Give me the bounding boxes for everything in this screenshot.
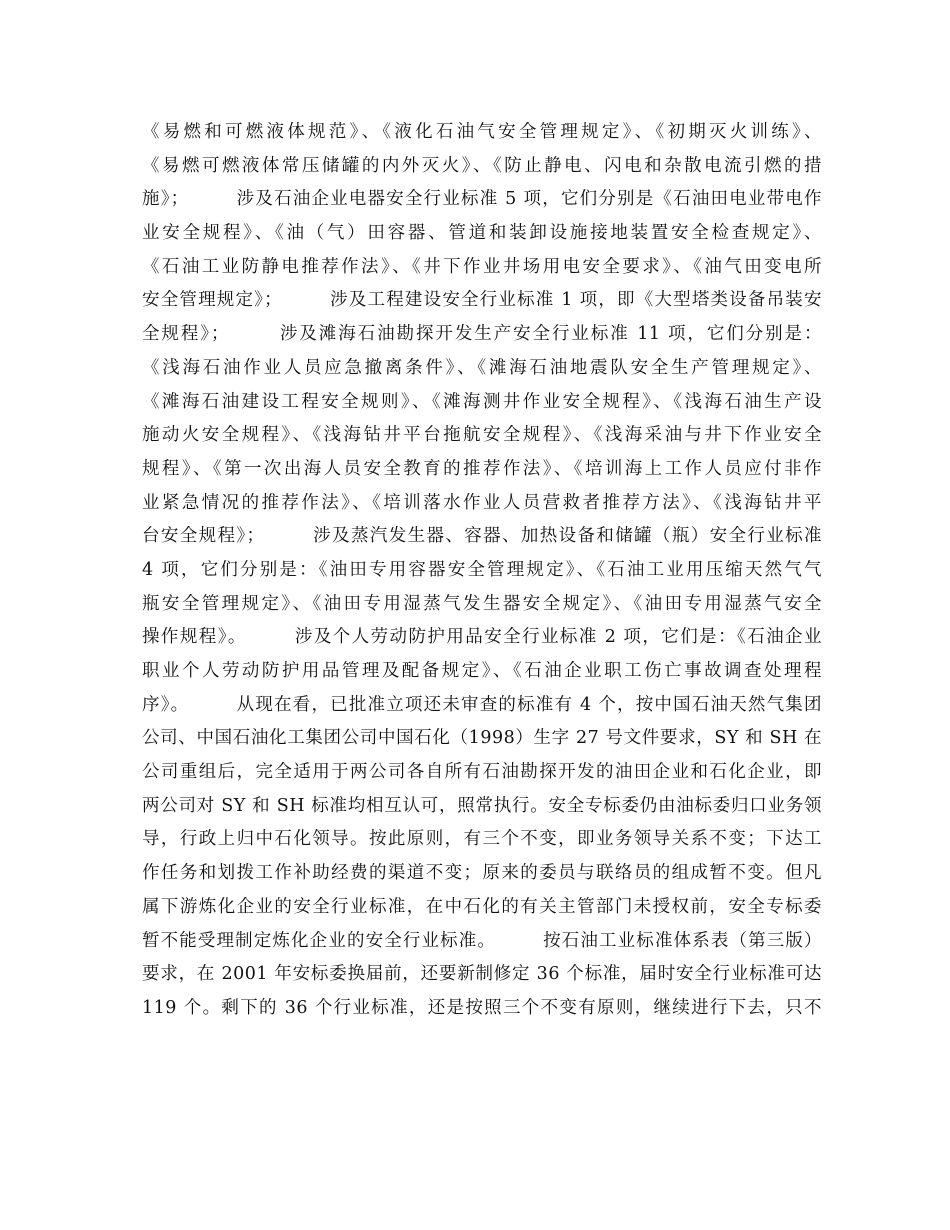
text-line: 全规程》； 涉及滩海石油勘探开发生产安全行业标准 11 项，它们分别是： bbox=[142, 324, 822, 345]
text-line: 操作规程》。 涉及个人劳动防护用品安全行业标准 2 项，它们是：《石油企业 bbox=[142, 627, 822, 648]
text-line: 119 个。剩下的 36 个行业标准，还是按照三个不变有原则，继续进行下去，只不 bbox=[142, 997, 822, 1018]
text-line: 公司、中国石油化工集团公司中国石化（1998）生字 27 号文件要求，SY 和 SH 在 bbox=[142, 728, 822, 749]
text-line: 序》。 从现在看，已批准立项还未审查的标准有 4 个，按中国石油天然气集团 bbox=[142, 694, 822, 715]
text-line: 作任务和划拨工作补助经费的渠道不变；原来的委员与联络员的组成暂不变。但凡 bbox=[142, 863, 822, 884]
text-line: 安全管理规定》； 涉及工程建设安全行业标准 1 项，即《大型塔类设备吊装安 bbox=[142, 290, 822, 311]
text-line: 业紧急情况的推荐作法》、《培训落水作业人员营救者推荐方法》、《浅海钻井平 bbox=[142, 492, 822, 513]
text-line: 4 项，它们分别是：《油田专用容器安全管理规定》、《石油工业用压缩天然气气 bbox=[142, 559, 822, 580]
text-line: 暂不能受理制定炼化企业的安全行业标准。 按石油工业标准体系表（第三版） bbox=[142, 930, 822, 951]
text-line: 业安全规程》、《油（气）田容器、管道和装卸设施接地装置安全检查规定》、 bbox=[142, 223, 822, 244]
text-line: 规程》、《第一次出海人员安全教育的推荐作法》、《培训海上工作人员应付非作 bbox=[142, 458, 822, 479]
text-line: 施》； 涉及石油企业电器安全行业标准 5 项，它们分别是《石油田电业带电作 bbox=[142, 189, 822, 210]
text-line: 公司重组后，完全适用于两公司各自所有石油勘探开发的油田企业和石化企业，即 bbox=[142, 762, 822, 783]
body-text bbox=[142, 116, 822, 1026]
text-line: 《浅海石油作业人员应急撤离条件》、《滩海石油地震队安全生产管理规定》、 bbox=[142, 357, 822, 378]
text-line: 台安全规程》； 涉及蒸汽发生器、容器、加热设备和储罐（瓶）安全行业标准 bbox=[142, 526, 822, 547]
text-line: 施动火安全规程》、《浅海钻井平台拖航安全规程》、《浅海采油与井下作业安全 bbox=[142, 425, 822, 446]
text-line: 两公司对 SY 和 SH 标准均相互认可，照常执行。安全专标委仍由油标委归口业务领 bbox=[142, 795, 822, 816]
text-line: 属下游炼化企业的安全行业标准，在中石化的有关主管部门未授权前，安全专标委 bbox=[142, 896, 822, 917]
text-line: 导，行政上归中石化领导。按此原则，有三个不变，即业务领导关系不变；下达工 bbox=[142, 829, 822, 850]
text-line: 《易燃和可燃液体规范》、《液化石油气安全管理规定》、《初期灭火训练》、 bbox=[142, 122, 822, 142]
text-line: 要求，在 2001 年安标委换届前，还要新制修定 36 个标准，届时安全行业标准可达 bbox=[142, 964, 822, 985]
text-line: 《滩海石油建设工程安全规则》、《滩海测井作业安全规程》、《浅海石油生产设 bbox=[142, 391, 822, 412]
text-line: 瓶安全管理规定》、《油田专用湿蒸气发生器安全规定》、《油田专用湿蒸气安全 bbox=[142, 593, 822, 614]
text-line: 职业个人劳动防护用品管理及配备规定》、《石油企业职工伤亡事故调查处理程 bbox=[142, 661, 822, 681]
text-line: 《易燃可燃液体常压储罐的内外灭火》、《防止静电、闪电和杂散电流引燃的措 bbox=[142, 155, 822, 176]
text-line: 《石油工业防静电推荐作法》、《井下作业井场用电安全要求》、《油气田变电所 bbox=[142, 256, 822, 277]
